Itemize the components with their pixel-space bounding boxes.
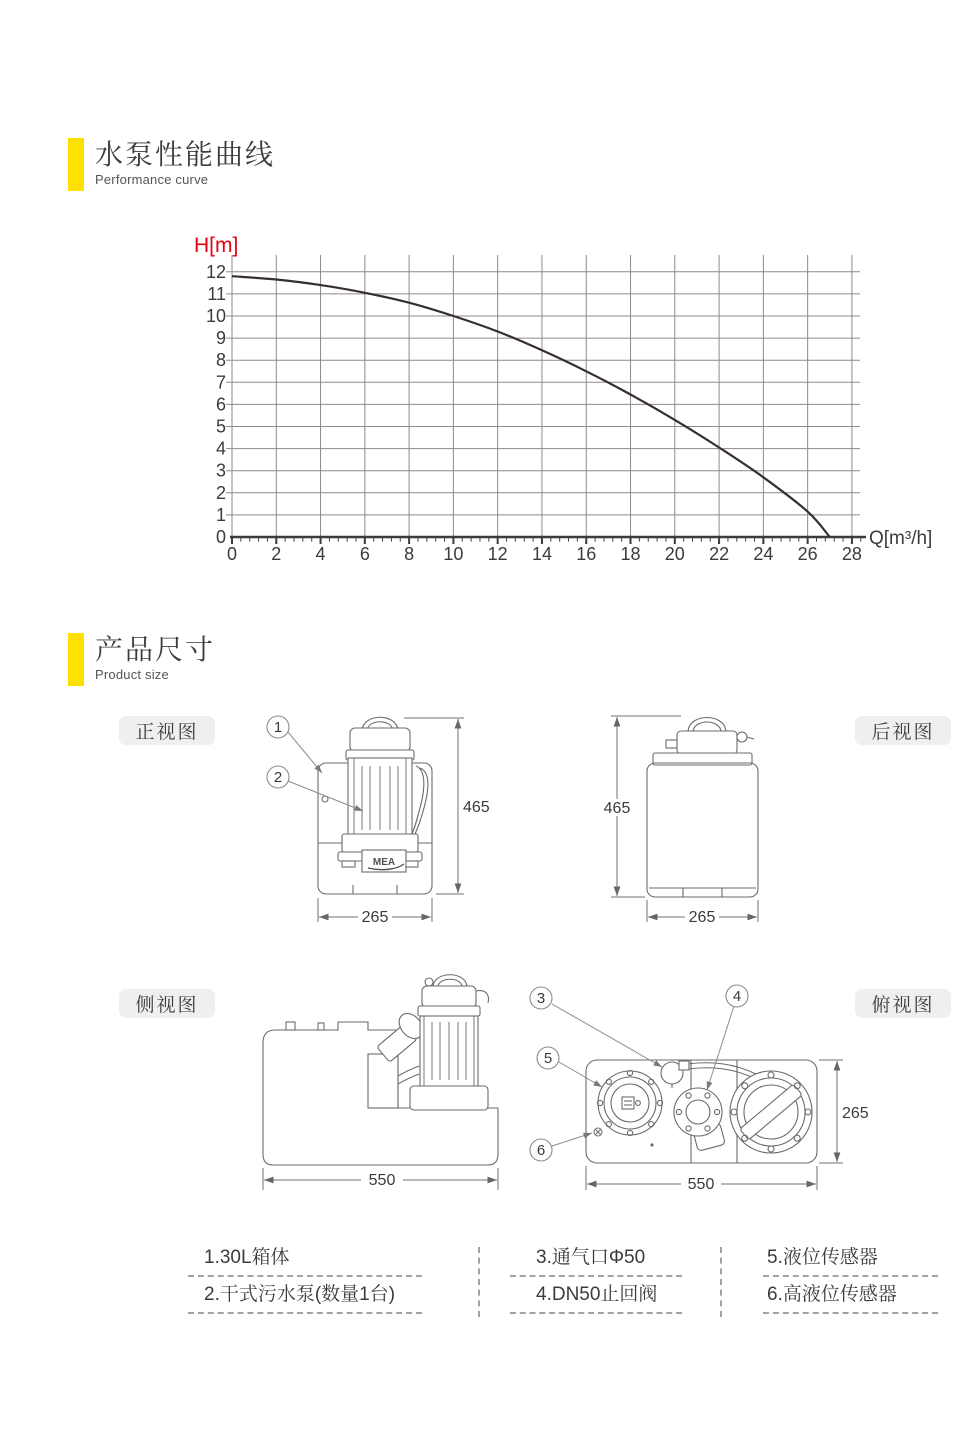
- svg-text:9: 9: [215, 328, 226, 349]
- callout-4: 4: [732, 988, 742, 1005]
- svg-text:0: 0: [226, 544, 238, 564]
- svg-text:H[m]: H[m]: [194, 234, 239, 257]
- top-width-dim-label: 265: [842, 1105, 869, 1122]
- yellow-accent-bar: [68, 138, 84, 191]
- svg-text:16: 16: [576, 544, 597, 564]
- svg-text:4: 4: [315, 544, 326, 564]
- svg-text:0: 0: [215, 527, 226, 547]
- top-left-flange: [597, 1070, 662, 1135]
- side-view-drawing: [248, 958, 548, 1210]
- svg-text:2: 2: [215, 482, 226, 503]
- svg-text:6: 6: [359, 544, 370, 564]
- svg-text:1: 1: [215, 504, 226, 525]
- legend-item-4: 4.DN50止回阀: [510, 1283, 682, 1314]
- legend-divider: [720, 1247, 722, 1317]
- badge-front-view: 正视图: [119, 716, 215, 745]
- legend-column-2: [510, 1246, 682, 1320]
- legend-item-2: 2.干式污水泵(数量1台): [188, 1283, 422, 1314]
- section-title: 产品尺寸: [95, 634, 216, 665]
- top-level-sensor-screw: [594, 1128, 654, 1147]
- svg-text:28: 28: [841, 544, 862, 564]
- callout-2: 2: [273, 769, 283, 786]
- svg-text:5: 5: [215, 416, 226, 437]
- side-length-dim-label: 550: [368, 1172, 396, 1189]
- svg-text:18: 18: [620, 544, 641, 564]
- svg-text:20: 20: [664, 544, 685, 564]
- svg-text:10: 10: [443, 544, 464, 564]
- section-header-product-size: [68, 633, 215, 686]
- rear-width-dim-label: 265: [688, 909, 716, 926]
- performance-chart: [192, 226, 956, 578]
- svg-text:22: 22: [709, 544, 730, 564]
- top-length-dim-label: 550: [687, 1176, 715, 1193]
- legend-item-5: 5.液位传感器: [763, 1246, 938, 1277]
- svg-text:24: 24: [753, 544, 774, 564]
- badge-rear-view: 后视图: [855, 716, 951, 745]
- svg-text:12: 12: [487, 544, 508, 564]
- callout-1: 1: [273, 719, 283, 736]
- legend-item-1: 1.30L箱体: [188, 1246, 422, 1277]
- section-subtitle: Product size: [95, 667, 169, 682]
- callout-5: 5: [543, 1050, 553, 1067]
- rear-height-dim-label: 465: [603, 800, 631, 817]
- legend-divider: [478, 1247, 480, 1317]
- svg-text:12: 12: [205, 261, 226, 282]
- svg-text:7: 7: [215, 372, 226, 393]
- yellow-accent-bar: [68, 633, 84, 686]
- front-logo-plate: [362, 850, 406, 872]
- rear-tank-outline: [647, 763, 758, 897]
- legend-column-3: [763, 1246, 938, 1320]
- top-check-valve: [674, 1088, 725, 1151]
- svg-text:8: 8: [404, 544, 415, 564]
- svg-text:6: 6: [215, 394, 226, 415]
- svg-text:8: 8: [215, 350, 226, 371]
- front-width-dim-label: 265: [361, 909, 389, 926]
- top-view-drawing: [525, 962, 955, 1220]
- badge-side-view: 侧视图: [119, 989, 215, 1018]
- svg-text:14: 14: [531, 544, 552, 564]
- svg-text:4: 4: [215, 438, 226, 459]
- front-view-drawing: [258, 700, 548, 944]
- legend-column-1: [188, 1246, 422, 1320]
- front-pump-grille: [354, 758, 406, 834]
- section-subtitle: Performance curve: [95, 172, 209, 187]
- legend-item-3: 3.通气口Φ50: [510, 1246, 682, 1277]
- callout-6: 6: [536, 1142, 546, 1159]
- svg-text:26: 26: [797, 544, 818, 564]
- callout-3: 3: [536, 990, 546, 1007]
- svg-text:2: 2: [271, 544, 282, 564]
- svg-text:Q[m³/h]: Q[m³/h]: [869, 528, 933, 549]
- rear-view-drawing: [595, 700, 845, 944]
- rear-pump-top: [653, 718, 754, 766]
- svg-text:11: 11: [207, 283, 226, 304]
- brand-logo-text: MEA: [372, 857, 396, 868]
- front-height-dim-label: 465: [463, 799, 490, 816]
- legend-item-6: 6.高液位传感器: [763, 1283, 938, 1314]
- badge-top-view: 俯视图: [855, 989, 951, 1018]
- section-header-performance: [68, 138, 275, 191]
- svg-text:3: 3: [215, 460, 226, 481]
- svg-text:10: 10: [205, 306, 226, 326]
- section-title: 水泵性能曲线: [95, 139, 276, 170]
